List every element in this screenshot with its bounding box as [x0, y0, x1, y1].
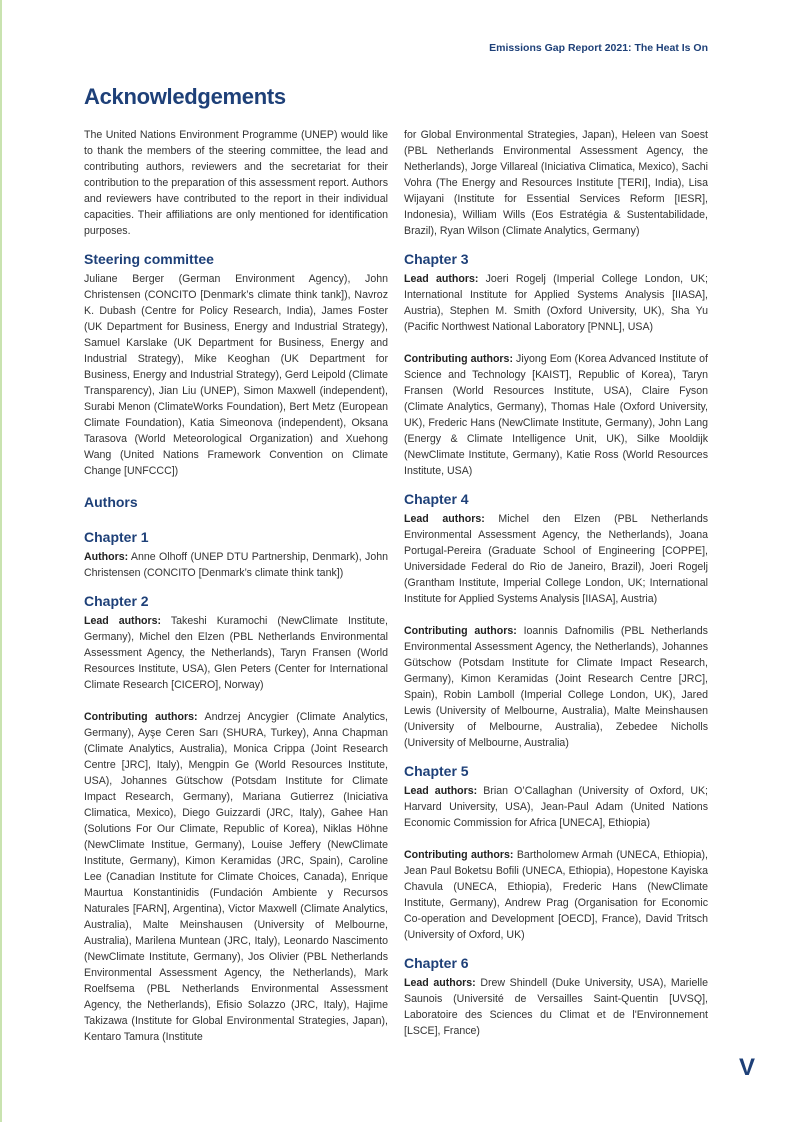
chapter-2-heading: Chapter 2 — [84, 593, 149, 609]
steering-committee-heading: Steering committee — [84, 251, 214, 267]
chapter-3-contributing — [404, 351, 708, 479]
chapter-4-contributing — [404, 623, 708, 751]
chapter-2-contributing — [84, 709, 388, 1045]
chapter-2-lead-text: Takeshi Kuramochi (NewClimate Institute, Germany), Michel den Elzen (PBL Netherlands Environmental Assessment Agency, the Netherlands), Taryn Fransen (World Resources Institute, USA), Glen Peters (Center for International Climate Research [CICERO], Norway) — [84, 615, 388, 691]
chapter-6-lead-text: Drew Shindell (Duke University, USA), Marielle Saunois (Université de Versailles Saint-Quentin [UVSQ], Laboratoire des Sciences du Climat et de l'Environnement [LSCE], France) — [404, 977, 708, 1037]
authors-label: Authors: — [84, 551, 129, 563]
steering-committee-text: Juliane Berger (German Environment Agency), John Christensen (CONCITO [Denmark’s climate think tank]), Navroz K. Dubash (Centre for Policy Research, India), James Foster (UK Department for Business, Energy and Industrial Strategy), Samuel Karslake (UK Department for Business, Energy and Industrial Strategy), Mike Keoghan (UK Department for Business, Energy and Industrial Strategy), Gerd Leipold (Climate Transparency), Jian Liu (UNEP), Simon Maxwell (independent), Surabi Menon (ClimateWorks Foundation), Bert Metz (European Climate Foundation), Katia Simeonova (independent), Oksana Tarasova (World Meteorological Organization) and Xuehong Wang (United Nations Framework Convention on Climate Change [UNFCCC]) — [84, 273, 388, 477]
chapter-2-contributing-continued: for Global Environmental Strategies, Japan), Heleen van Soest (PBL Netherlands Environmental Assessment Agency, the Netherlands), Jorge Villareal (Iniciativa Climatica, Mexico), Sachi Vohra (The Energy and Resources Institute [TERI], India), Lisa Wijayani (Institute for Essential Services Reform [IESR], Indonesia), William Wills (Eos Estratégia & Sustentabilidade, Brazil), Ryan Wilson (Climate Analytics, Germany) — [404, 129, 708, 237]
authors-heading: Authors — [84, 494, 138, 510]
lead-authors-label: Lead authors: — [404, 977, 476, 989]
contributing-authors-label: Contributing authors: — [84, 711, 198, 723]
lead-authors-label: Lead authors: — [404, 273, 479, 285]
chapter-3-heading: Chapter 3 — [404, 251, 469, 267]
chapter-3-contributing-text: Jiyong Eom (Korea Advanced Institute of Science and Technology [KAIST], Republic of Korea), Taryn Fransen (World Resources Institute, USA), Claire Fyson (Climate Analytics, Germany), Thomas Hale (Oxford University, UK), Frederic Hans (NewClimate Institute, Germany), John Lang (Energy & Climate Intelligence Unit, UK), Silke Mooldijk (NewClimate Institute, Germany), Katie Ross (World Resources Institute, USA) — [404, 353, 708, 477]
left-column — [84, 127, 388, 1045]
chapter-6-lead — [404, 975, 708, 1039]
chapter-3-lead-text: Joeri Rogelj (Imperial College London, UK; International Institute for Applied Systems Analysis [IIASA], Austria), Stephen M. Smith (Oxford University, UK), Sha Yu (Pacific Northwest National Laboratory [PNNL], USA) — [404, 273, 708, 333]
chapter-6-heading: Chapter 6 — [404, 955, 469, 971]
page-number: V — [738, 1054, 755, 1081]
chapter-2-lead — [84, 613, 388, 693]
chapter-1-authors — [84, 549, 388, 581]
page-title: Acknowledgements — [84, 84, 286, 109]
chapter-5-contributing — [404, 847, 708, 943]
contributing-authors-label: Contributing authors: — [404, 849, 514, 861]
chapter-4-lead — [404, 511, 708, 607]
lead-authors-label: Lead authors: — [404, 785, 478, 797]
chapter-5-lead — [404, 783, 708, 831]
chapter-2-contributing-text: Andrzej Ancygier (Climate Analytics, Germany), Ayşe Ceren Sarı (SHURA, Turkey), Anna Chapman (Climate Analytics, Australia), Monica Crippa (Joint Research Centre [JRC], Italy), Mengpin Ge (World Resources Institute, USA), Johannes Gütschow (Potsdam Institute for Climate Impact Research, Germany), Mariana Gutierrez (Iniciativa Climatica, Mexico), Diego Guizzardi (JRC, Italy), Gahee Han (Solutions For Our Climate, Republic of Korea), Niklas Höhne (NewClimate Institue, Germany), Louise Jeffery (NewClimate Institute, Germany), Kimon Keramidas (JRC, Spain), Caroline Lee (Canadian Institute for Climate Choices, Canada), Enrique Maurtua Konstantinidis (Fundación Ambiente y Recursos Naturales [FARN], Argentina), Victor Maxwell (Climate Analytics, Australia), Malte Meinshausen (University of Melbourne, Australia), Marilena Muntean (JRC, Italy), Leonardo Nascimento (NewClimate Institute, Germany), Jos Olivier (PBL Netherlands Environmental Assessment Agency, the Netherlands), Mark Roelfsema (PBL Netherlands Environmental Assessment Agency, the Netherlands), Efisio Solazzo (JRC, Italy), Hajime Takizawa (Institute for Global Environmental Strategies, Japan), Kentaro Tamura (Institute — [84, 711, 388, 1043]
contributing-authors-label: Contributing authors: — [404, 625, 517, 637]
chapter-4-contributing-text: Ioannis Dafnomilis (PBL Netherlands Environmental Assessment Agency, the Netherlands), Johannes Gütschow (Potsdam Institute for Climate Impact Research, Germany), Kimon Keramidas (Joint Research Centre [JRC], Spain), Robin Lamboll (Imperial College London, UK), Jared Lewis (University of Melbourne, Australia), Malte Meinshausen (University of Melbourne, Australia), Zebedee Nicholls (University of Melbourne, Australia) — [404, 625, 708, 749]
lead-authors-label: Lead authors: — [84, 615, 162, 627]
chapter-3-lead — [404, 271, 708, 335]
running-header: Emissions Gap Report 2021: The Heat Is On — [489, 42, 708, 54]
lead-authors-label: Lead authors: — [404, 513, 485, 525]
chapter-5-lead-text: Brian O’Callaghan (University of Oxford, UK; Harvard University, USA), Jean-Paul Adam (United Nations Economic Commission for Africa [UNECA], Ethiopia) — [404, 785, 708, 829]
chapter-1-heading: Chapter 1 — [84, 529, 149, 545]
chapter-5-heading: Chapter 5 — [404, 763, 469, 779]
chapter-4-heading: Chapter 4 — [404, 491, 469, 507]
chapter-5-contributing-text: Bartholomew Armah (UNECA, Ethiopia), Jean Paul Boketsu Bofili (UNECA, Ethiopia), Hopestone Kayiska Chavula (UNECA, Ethiopia), Frederic Hans (NewClimate Institute, Germany), Andrew Prag (Organisation for Economic Co-operation and Development [OECD], France), David Tritsch (University of Oxford, UK) — [404, 849, 708, 941]
intro-paragraph: The United Nations Environment Programme (UNEP) would like to thank the members of the steering committee, the lead and contributing authors, reviewers and the secretariat for their contribution to the preparation of this assessment report. Authors and reviewers have contributed to the report in their individual capacities. Their affiliations are only mentioned for identification purposes. — [84, 129, 388, 237]
chapter-1-authors-text: Anne Olhoff (UNEP DTU Partnership, Denmark), John Christensen (CONCITO [Denmark’s climate think tank]) — [84, 551, 388, 579]
contributing-authors-label: Contributing authors: — [404, 353, 513, 365]
chapter-4-lead-text: Michel den Elzen (PBL Netherlands Environmental Assessment Agency, the Netherlands), Joana Portugal-Pereira (Graduate School of Engineering [COPPE], Universidade Federal do Rio de Janeiro, Brazil), Joeri Rogelj (Grantham Institute, Imperial College London, UK; International Institute for Applied Systems Analysis [IIASA], Austria) — [404, 513, 709, 605]
page-edge-rule — [0, 0, 2, 1122]
right-column — [404, 127, 708, 1039]
